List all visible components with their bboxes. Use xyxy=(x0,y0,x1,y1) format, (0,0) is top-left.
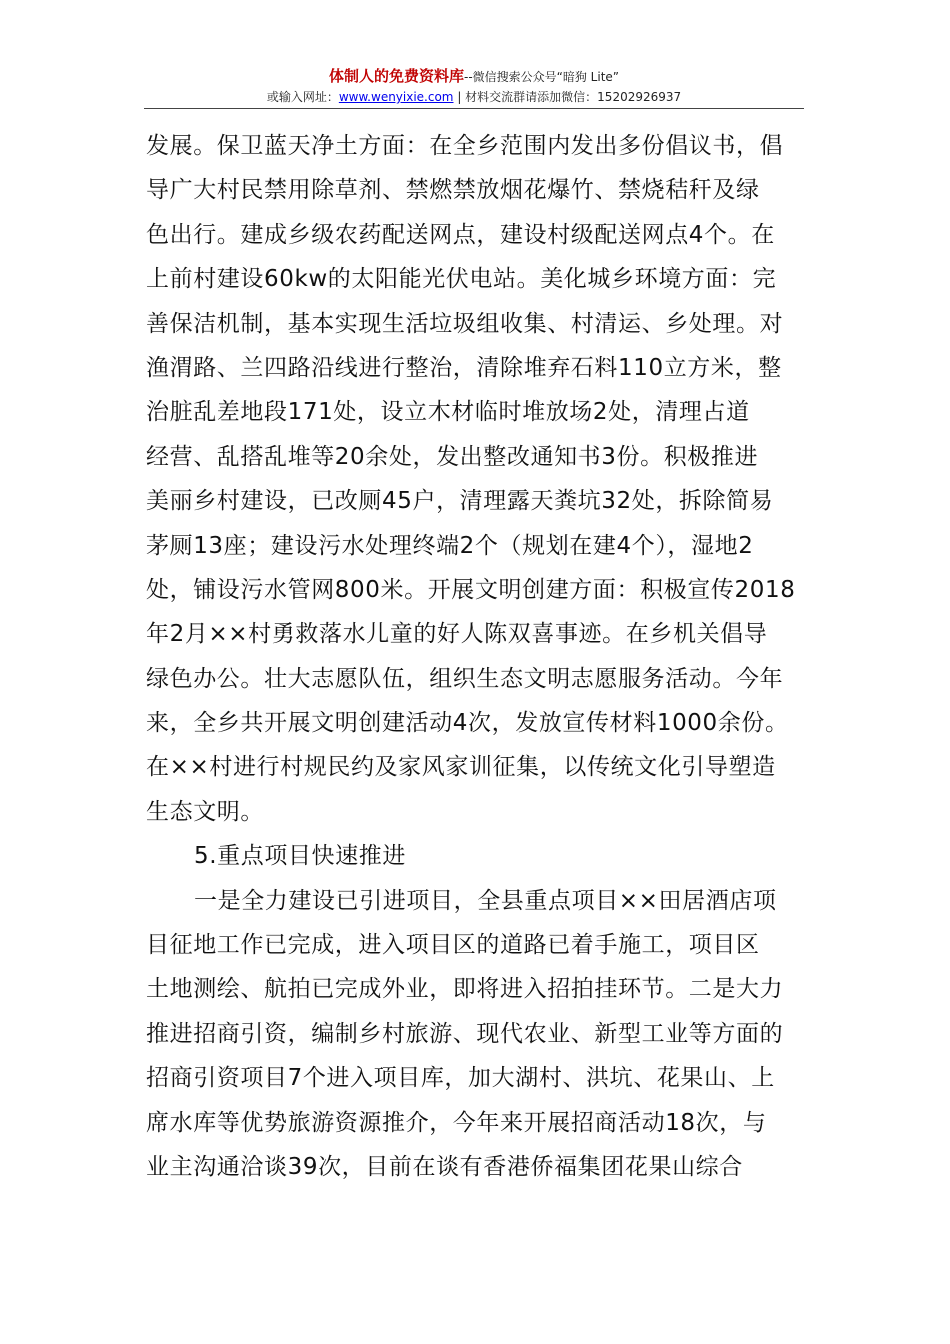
section-heading: 5.重点项目快速推进 xyxy=(194,843,406,870)
header-title-line xyxy=(144,66,804,87)
body-line: 治脏乱差地段171处，设立木材临时堆放场2处，清理占道 xyxy=(146,399,750,426)
header-brand: 体制人的免费资料库 xyxy=(328,67,464,85)
body-line: 经营、乱搭乱堆等20余处，发出整改通知书3份。积极推进 xyxy=(146,443,759,470)
body-line: 年2月××村勇救落水儿童的好人陈双喜事迹。在乡机关倡导 xyxy=(146,621,768,648)
body-line: 美丽乡村建设，已改厕45户，清理露天粪坑32处，拆除简易 xyxy=(146,488,774,515)
header-wechat-info: | 材料交流群请添加微信：15202926937 xyxy=(453,90,682,104)
header-url-prefix: 或输入网址： xyxy=(266,90,339,104)
header-url-link[interactable]: www.wenyixie.com xyxy=(338,90,454,104)
body-line: 上前村建设60kw的太阳能光伏电站。美化城乡环境方面：完 xyxy=(146,266,777,293)
header-contact-line xyxy=(144,89,804,105)
body-line: 目征地工作已完成，进入项目区的道路已着手施工，项目区 xyxy=(146,932,760,959)
body-line: 善保洁机制，基本实现生活垃圾组收集、村清运、乡处理。对 xyxy=(146,310,784,337)
body-line: 业主沟通洽谈39次，目前在谈有香港侨福集团花果山综合 xyxy=(146,1153,743,1180)
body-line: 茅厕13座；建设污水处理终端2个（规划在建4个），湿地2 xyxy=(146,532,754,559)
body-line: 处，铺设污水管网800米。开展文明创建方面：积极宣传2018 xyxy=(146,576,796,603)
body-line: 招商引资项目7个进入项目库，加大湖村、洪坑、花果山、上 xyxy=(146,1065,775,1092)
body-line: 发展。保卫蓝天净土方面：在全乡范围内发出多份倡议书，倡 xyxy=(146,133,784,159)
body-line: 来，全乡共开展文明创建活动4次，发放宣传材料1000余份。 xyxy=(146,710,789,737)
body-line: 渔渭路、兰四路沿线进行整治，清除堆弃石料110立方米，整 xyxy=(146,354,782,381)
body-line: 导广大村民禁用除草剂、禁燃禁放烟花爆竹、禁烧秸秆及绿 xyxy=(146,177,760,204)
body-line: 一是全力建设已引进项目，全县重点项目××田居酒店项 xyxy=(194,887,777,914)
body-line: 生态文明。 xyxy=(146,798,264,825)
document-body xyxy=(146,124,808,1189)
body-line: 绿色办公。壮大志愿队伍，组织生态文明志愿服务活动。今年 xyxy=(146,665,784,692)
body-line: 色出行。建成乡级农药配送网点，建设村级配送网点4个。在 xyxy=(146,221,775,248)
page-header xyxy=(144,66,804,105)
body-line: 席水库等优势旅游资源推介，今年来开展招商活动18次，与 xyxy=(146,1109,767,1136)
header-tagline: --微信搜索公众号“暗狗 Lite” xyxy=(463,70,620,84)
body-line: 推进招商引资，编制乡村旅游、现代农业、新型工业等方面的 xyxy=(146,1020,784,1047)
body-line: 在××村进行村规民约及家风家训征集，以传统文化引导塑造 xyxy=(146,754,776,781)
header-divider xyxy=(144,108,804,109)
body-line: 土地测绘、航拍已完成外业，即将进入招拍挂环节。二是大力 xyxy=(146,976,784,1003)
